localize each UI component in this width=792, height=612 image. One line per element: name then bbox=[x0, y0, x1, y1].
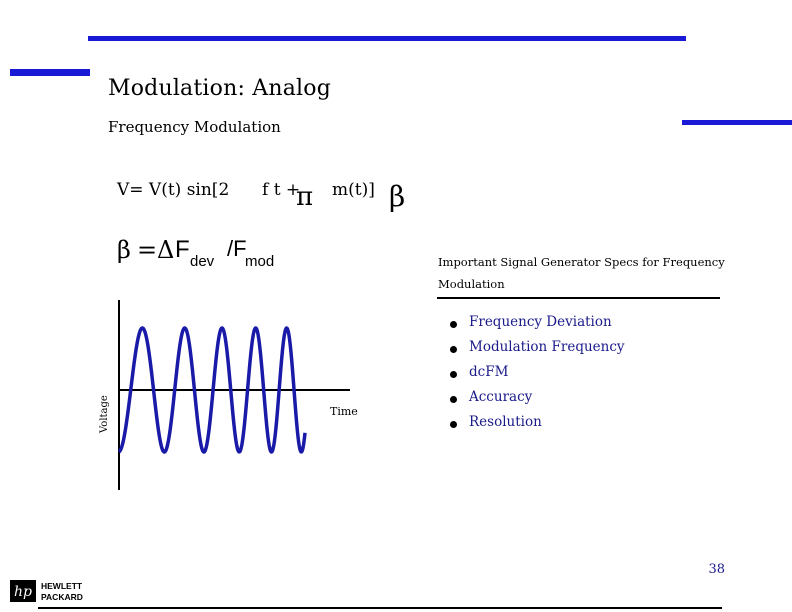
specs-heading: Important Signal Generator Specs for Frequency Modulation bbox=[438, 255, 725, 291]
brand-name-line1: HEWLETT bbox=[41, 581, 83, 591]
time-axis-label: Time bbox=[330, 405, 358, 418]
specs-divider bbox=[437, 297, 720, 299]
f-dev-symbol: F bbox=[175, 236, 190, 263]
left-accent-bar bbox=[10, 69, 90, 76]
right-accent-bar bbox=[682, 120, 792, 125]
spec-label: Modulation Frequency bbox=[469, 339, 625, 355]
hp-logo-mark: hp bbox=[14, 584, 32, 600]
bullet-icon bbox=[450, 321, 457, 328]
dev-subscript: dev bbox=[190, 253, 215, 270]
slide-subtitle: Frequency Modulation bbox=[108, 118, 281, 136]
slide-title: Modulation: Analog bbox=[108, 76, 332, 101]
beta-symbol: β bbox=[117, 236, 131, 264]
bullet-icon bbox=[450, 396, 457, 403]
spec-label: Accuracy bbox=[469, 389, 533, 405]
footer-rule bbox=[38, 607, 722, 609]
fm-equation-rhs: m(t)] bbox=[332, 180, 375, 200]
voltage-axis-label: Voltage bbox=[99, 395, 110, 433]
spec-label: Frequency Deviation bbox=[469, 314, 612, 330]
hp-logo bbox=[10, 580, 92, 602]
spec-label: dcFM bbox=[469, 364, 509, 380]
bullet-icon bbox=[450, 346, 457, 353]
fm-equation-mid: f t + bbox=[262, 180, 301, 200]
brand-name-line2: PACKARD bbox=[41, 592, 83, 602]
spec-label: Resolution bbox=[469, 414, 542, 430]
top-accent-bar bbox=[88, 36, 686, 41]
equals-symbol: = bbox=[137, 236, 158, 264]
fm-waveform-figure bbox=[95, 298, 395, 498]
beta-symbol: β bbox=[389, 180, 406, 213]
bullet-icon bbox=[450, 371, 457, 378]
bullet-icon bbox=[450, 421, 457, 428]
page-number: 38 bbox=[708, 562, 725, 577]
mod-subscript: mod bbox=[245, 253, 275, 270]
f-mod-symbol: /F bbox=[227, 236, 247, 261]
delta-symbol: Δ bbox=[157, 236, 175, 264]
fm-equation-lhs: V= V(t) sin[2 bbox=[117, 180, 230, 200]
pi-symbol: π bbox=[296, 182, 314, 212]
